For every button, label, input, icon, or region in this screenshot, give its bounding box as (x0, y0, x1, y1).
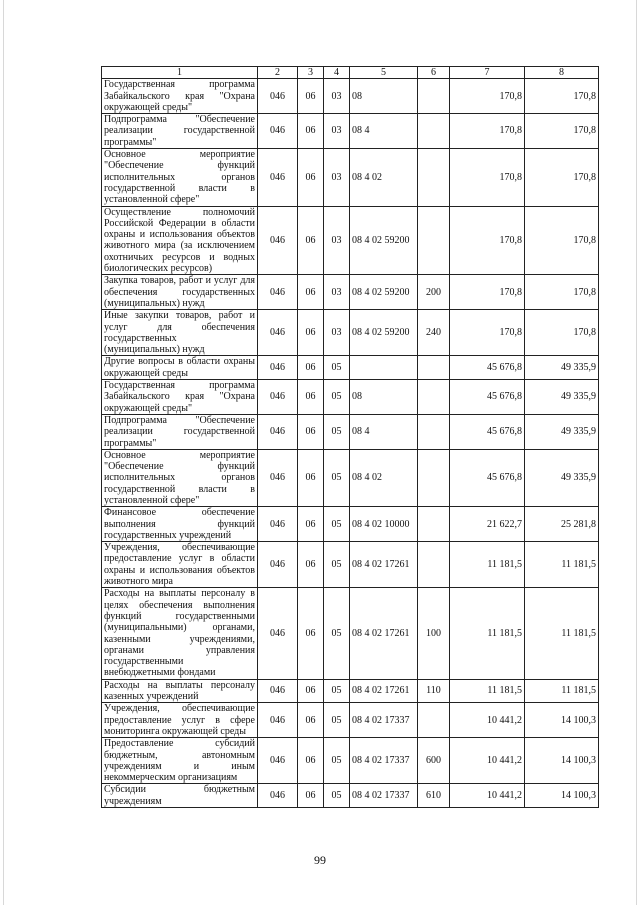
expense-type-cell (418, 703, 450, 738)
expense-type-cell (418, 149, 450, 206)
expense-type-cell (418, 414, 450, 449)
expense-type-cell (418, 449, 450, 506)
subsection-cell: 03 (324, 149, 350, 206)
amount-year2-cell: 11 181,5 (525, 679, 599, 703)
subsection-cell: 05 (324, 703, 350, 738)
amount-year2-cell: 11 181,5 (525, 588, 599, 679)
expense-type-cell (418, 356, 450, 380)
admin-code-cell: 046 (258, 679, 298, 703)
column-header: 5 (350, 67, 418, 79)
table-row (102, 588, 599, 679)
section-cell: 06 (298, 588, 324, 679)
table-row (102, 114, 599, 149)
target-article-cell: 08 4 02 (350, 449, 418, 506)
admin-code-cell: 046 (258, 507, 298, 542)
amount-year1-cell: 45 676,8 (450, 449, 525, 506)
admin-code-cell: 046 (258, 310, 298, 356)
amount-year2-cell: 14 100,3 (525, 703, 599, 738)
subsection-cell: 05 (324, 356, 350, 380)
subsection-cell: 05 (324, 414, 350, 449)
amount-year1-cell: 10 441,2 (450, 784, 525, 808)
expense-type-cell: 610 (418, 784, 450, 808)
target-article-cell: 08 (350, 380, 418, 415)
row-name-cell: Другие вопросы в области охраны окружающей среды (102, 356, 258, 380)
table-row (102, 275, 599, 310)
column-header: 6 (418, 67, 450, 79)
section-cell: 06 (298, 310, 324, 356)
target-article-cell (350, 356, 418, 380)
row-name-cell: Подпрограмма "Обеспечение реализации государственной программы" (102, 414, 258, 449)
admin-code-cell: 046 (258, 206, 298, 275)
subsection-cell: 03 (324, 206, 350, 275)
admin-code-cell: 046 (258, 149, 298, 206)
table-row (102, 738, 599, 784)
amount-year1-cell: 45 676,8 (450, 380, 525, 415)
amount-year2-cell: 170,8 (525, 310, 599, 356)
amount-year1-cell: 11 181,5 (450, 588, 525, 679)
scan-edge-left (3, 0, 4, 905)
amount-year2-cell: 170,8 (525, 79, 599, 114)
target-article-cell: 08 4 02 59200 (350, 206, 418, 275)
amount-year2-cell: 14 100,3 (525, 784, 599, 808)
amount-year1-cell: 170,8 (450, 114, 525, 149)
table-row (102, 310, 599, 356)
amount-year1-cell: 11 181,5 (450, 542, 525, 588)
section-cell: 06 (298, 679, 324, 703)
table-row (102, 356, 599, 380)
expense-type-cell: 200 (418, 275, 450, 310)
target-article-cell: 08 4 02 17261 (350, 542, 418, 588)
amount-year2-cell: 49 335,9 (525, 414, 599, 449)
admin-code-cell: 046 (258, 449, 298, 506)
amount-year1-cell: 10 441,2 (450, 703, 525, 738)
amount-year2-cell: 170,8 (525, 149, 599, 206)
amount-year2-cell: 49 335,9 (525, 356, 599, 380)
amount-year1-cell: 170,8 (450, 275, 525, 310)
amount-year2-cell: 170,8 (525, 114, 599, 149)
row-name-cell: Основное мероприятие "Обеспечение функций исполнительных органов государственной власти в установленной сфере" (102, 149, 258, 206)
section-cell: 06 (298, 542, 324, 588)
row-name-cell: Расходы на выплаты персоналу в целях обеспечения выполнения функций государственными (муниципальными) органами, казенными учреждениями, органами управления государственными внебюджетными фондами (102, 588, 258, 679)
table-row (102, 79, 599, 114)
subsection-cell: 03 (324, 114, 350, 149)
admin-code-cell: 046 (258, 588, 298, 679)
expense-type-cell (418, 380, 450, 415)
amount-year1-cell: 170,8 (450, 206, 525, 275)
column-header: 8 (525, 67, 599, 79)
row-name-cell: Предоставление субсидий бюджетным, автономным учреждениям и иным некоммерческим организациям (102, 738, 258, 784)
expense-type-cell (418, 507, 450, 542)
expense-type-cell: 110 (418, 679, 450, 703)
target-article-cell: 08 4 02 17337 (350, 784, 418, 808)
table-row (102, 414, 599, 449)
amount-year1-cell: 170,8 (450, 149, 525, 206)
expense-type-cell (418, 114, 450, 149)
amount-year2-cell: 170,8 (525, 275, 599, 310)
subsection-cell: 05 (324, 380, 350, 415)
target-article-cell: 08 (350, 79, 418, 114)
admin-code-cell: 046 (258, 703, 298, 738)
target-article-cell: 08 4 02 (350, 149, 418, 206)
row-name-cell: Учреждения, обеспечивающие предоставление услуг в сфере мониторинга окружающей среды (102, 703, 258, 738)
admin-code-cell: 046 (258, 542, 298, 588)
amount-year2-cell: 25 281,8 (525, 507, 599, 542)
amount-year1-cell: 21 622,7 (450, 507, 525, 542)
section-cell: 06 (298, 79, 324, 114)
column-header: 2 (258, 67, 298, 79)
amount-year2-cell: 14 100,3 (525, 738, 599, 784)
section-cell: 06 (298, 275, 324, 310)
amount-year2-cell: 170,8 (525, 206, 599, 275)
expense-type-cell (418, 206, 450, 275)
amount-year1-cell: 170,8 (450, 310, 525, 356)
admin-code-cell: 046 (258, 380, 298, 415)
table-body (102, 79, 599, 808)
section-cell: 06 (298, 206, 324, 275)
table-row (102, 542, 599, 588)
target-article-cell: 08 4 02 17261 (350, 679, 418, 703)
amount-year2-cell: 11 181,5 (525, 542, 599, 588)
table-row (102, 380, 599, 415)
row-name-cell: Расходы на выплаты персоналу казенных учреждений (102, 679, 258, 703)
subsection-cell: 05 (324, 588, 350, 679)
subsection-cell: 03 (324, 275, 350, 310)
amount-year1-cell: 170,8 (450, 79, 525, 114)
subsection-cell: 05 (324, 784, 350, 808)
section-cell: 06 (298, 738, 324, 784)
row-name-cell: Осуществление полномочий Российской Федерации в области охраны и использования объектов животного мира (за исключением охотничьих ресурсов и водных биологических ресурсов) (102, 206, 258, 275)
table-row (102, 703, 599, 738)
row-name-cell: Финансовое обеспечение выполнения функций государственных учреждений (102, 507, 258, 542)
expense-type-cell: 600 (418, 738, 450, 784)
amount-year2-cell: 49 335,9 (525, 380, 599, 415)
subsection-cell: 03 (324, 310, 350, 356)
row-name-cell: Основное мероприятие "Обеспечение функций исполнительных органов государственной власти в установленной сфере" (102, 449, 258, 506)
section-cell: 06 (298, 784, 324, 808)
admin-code-cell: 046 (258, 114, 298, 149)
target-article-cell: 08 4 02 17337 (350, 738, 418, 784)
row-name-cell: Государственная программа Забайкальского края "Охрана окружающей среды" (102, 380, 258, 415)
target-article-cell: 08 4 (350, 414, 418, 449)
admin-code-cell: 046 (258, 356, 298, 380)
column-header: 1 (102, 67, 258, 79)
expense-type-cell: 240 (418, 310, 450, 356)
target-article-cell: 08 4 02 17337 (350, 703, 418, 738)
section-cell: 06 (298, 703, 324, 738)
amount-year1-cell: 45 676,8 (450, 356, 525, 380)
admin-code-cell: 046 (258, 738, 298, 784)
row-name-cell: Иные закупки товаров, работ и услуг для обеспечения государственных (муниципальных) нужд (102, 310, 258, 356)
admin-code-cell: 046 (258, 784, 298, 808)
column-header: 3 (298, 67, 324, 79)
page-number: 99 (314, 853, 326, 867)
table-row (102, 679, 599, 703)
table-row (102, 784, 599, 808)
target-article-cell: 08 4 02 59200 (350, 310, 418, 356)
section-cell: 06 (298, 507, 324, 542)
section-cell: 06 (298, 149, 324, 206)
admin-code-cell: 046 (258, 414, 298, 449)
target-article-cell: 08 4 02 59200 (350, 275, 418, 310)
table-row (102, 449, 599, 506)
expense-type-cell (418, 79, 450, 114)
subsection-cell: 05 (324, 738, 350, 784)
row-name-cell: Учреждения, обеспечивающие предоставление услуг в области охраны и использования объектов животного мира (102, 542, 258, 588)
amount-year2-cell: 49 335,9 (525, 449, 599, 506)
table-row (102, 206, 599, 275)
target-article-cell: 08 4 (350, 114, 418, 149)
section-cell: 06 (298, 414, 324, 449)
row-name-cell: Подпрограмма "Обеспечение реализации государственной программы" (102, 114, 258, 149)
target-article-cell: 08 4 02 17261 (350, 588, 418, 679)
section-cell: 06 (298, 114, 324, 149)
subsection-cell: 05 (324, 507, 350, 542)
target-article-cell: 08 4 02 10000 (350, 507, 418, 542)
admin-code-cell: 046 (258, 79, 298, 114)
column-header: 4 (324, 67, 350, 79)
subsection-cell: 05 (324, 449, 350, 506)
subsection-cell: 05 (324, 542, 350, 588)
expense-type-cell (418, 542, 450, 588)
section-cell: 06 (298, 356, 324, 380)
row-name-cell: Государственная программа Забайкальского края "Охрана окружающей среды" (102, 79, 258, 114)
scan-edge-right (636, 0, 637, 905)
admin-code-cell: 046 (258, 275, 298, 310)
table-row (102, 507, 599, 542)
section-cell: 06 (298, 449, 324, 506)
amount-year1-cell: 10 441,2 (450, 738, 525, 784)
amount-year1-cell: 45 676,8 (450, 414, 525, 449)
amount-year1-cell: 11 181,5 (450, 679, 525, 703)
table-header-row (102, 67, 599, 79)
subsection-cell: 05 (324, 679, 350, 703)
expense-type-cell: 100 (418, 588, 450, 679)
section-cell: 06 (298, 380, 324, 415)
row-name-cell: Субсидии бюджетным учреждениям (102, 784, 258, 808)
row-name-cell: Закупка товаров, работ и услуг для обеспечения государственных (муниципальных) нужд (102, 275, 258, 310)
table-row (102, 149, 599, 206)
subsection-cell: 03 (324, 79, 350, 114)
budget-table (101, 66, 599, 808)
column-header: 7 (450, 67, 525, 79)
